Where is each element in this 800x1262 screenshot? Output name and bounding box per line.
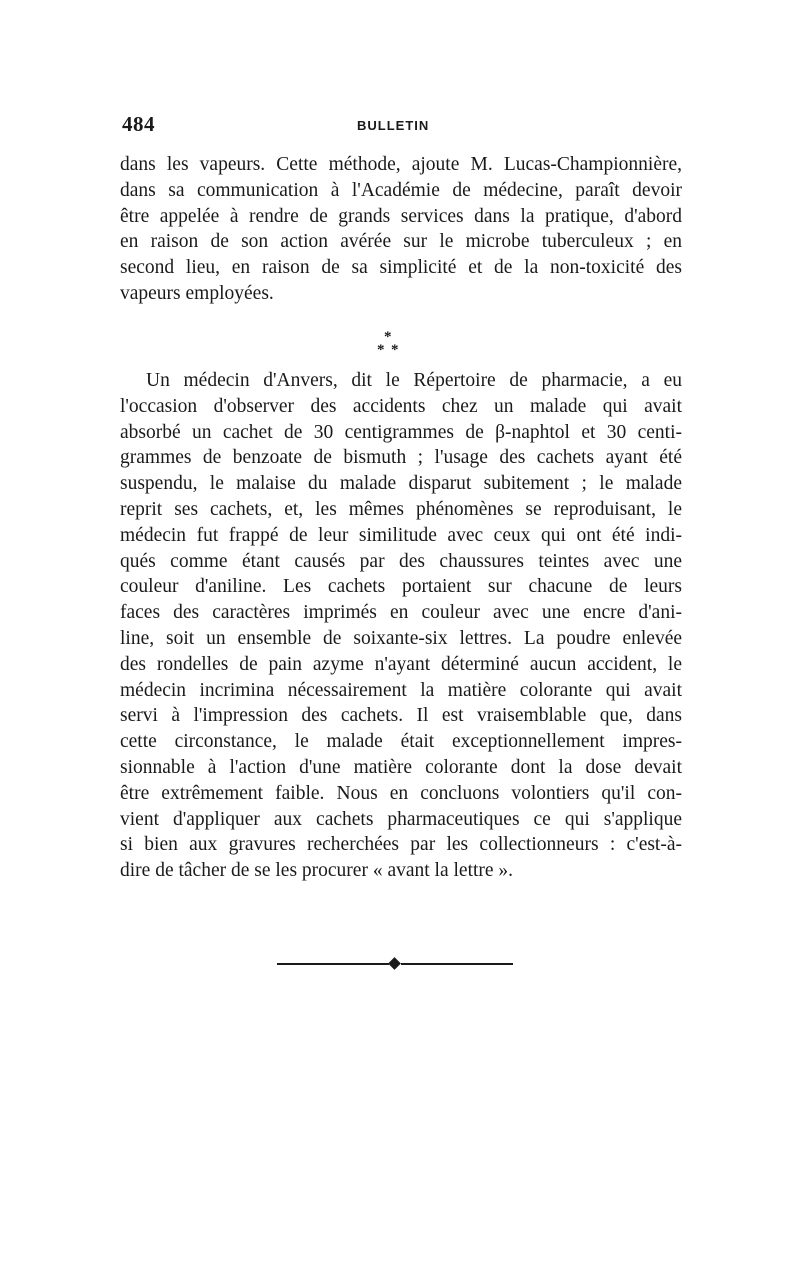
text-line: grammes de benzoate de bismuth ; l'usage des cachets ayant été [120, 447, 682, 469]
text-line: vient d'appliquer aux cachets pharmaceutiques ce qui s'applique [120, 808, 682, 830]
text-line: reprit ses cachets, et, les mêmes phénomènes se reproduisant, le [120, 498, 682, 520]
paragraph-1 [120, 152, 682, 307]
text-line: dire de tâcher de se les procurer « avant la lettre ». [120, 860, 514, 882]
text-line: des rondelles de pain azyme n'ayant déterminé aucun accident, le [120, 653, 682, 675]
text-line: cette circonstance, le malade était exceptionnellement impres- [120, 731, 682, 753]
page-number: 484 [122, 112, 155, 136]
text-line: l'occasion d'observer des accidents chez un malade qui avait [120, 395, 682, 417]
text-line: line, soit un ensemble de soixante-six lettres. La poudre enlevée [120, 627, 682, 649]
text-line: médecin fut frappé de leur similitude avec ceux qui ont été indi- [120, 524, 682, 546]
text-line: suspendu, le malaise du malade disparut subitement ; le malade [120, 473, 682, 495]
diamond-icon [388, 957, 401, 970]
end-ornament [277, 956, 513, 972]
text-line: sionnable à l'action d'une matière colorante dont la dose devait [120, 756, 682, 778]
text-line: absorbé un cachet de 30 centigrammes de β-naphtol et 30 centi- [120, 421, 682, 443]
text-line: dans sa communication à l'Académie de médecine, paraît devoir [120, 179, 682, 201]
asterism-star-right: * [391, 342, 399, 358]
text-line: dans les vapeurs. Cette méthode, ajoute M. Lucas-Championnière, [120, 154, 682, 175]
running-head: BULLETIN [357, 118, 430, 133]
text-line: second lieu, en raison de sa simplicité et de la non-toxicité des [120, 257, 682, 279]
asterism-star-top: * [384, 329, 392, 345]
text-line: en raison de son action avérée sur le microbe tuberculeux ; en [120, 231, 682, 253]
page-header [122, 112, 682, 138]
text-line: servi à l'impression des cachets. Il est vraisemblable que, dans [120, 705, 682, 727]
paragraph-2 [120, 368, 682, 884]
text-line: faces des caractères imprimés en couleur avec une encre d'ani- [120, 602, 682, 624]
ornament-rule-left [277, 963, 389, 965]
text-line: vapeurs employées. [120, 282, 274, 304]
ornament-rule-right [401, 963, 513, 965]
text-line: être extrêmement faible. Nous en concluons volontiers qu'il con- [120, 782, 682, 804]
text-line: Un médecin d'Anvers, dit le Répertoire de pharmacie, a eu [146, 370, 682, 391]
asterism-star-left: * [377, 342, 385, 358]
text-line: si bien aux gravures recherchées par les collectionneurs : c'est-à- [120, 834, 682, 856]
asterism-separator [370, 326, 410, 362]
text-line: qués comme étant causés par des chaussures teintes avec une [120, 550, 682, 572]
text-line: couleur d'aniline. Les cachets portaient sur chacune de leurs [120, 576, 682, 598]
text-line: être appelée à rendre de grands services dans la pratique, d'abord [120, 205, 682, 227]
text-line: médecin incrimina nécessairement la matière colorante qui avait [120, 679, 682, 701]
